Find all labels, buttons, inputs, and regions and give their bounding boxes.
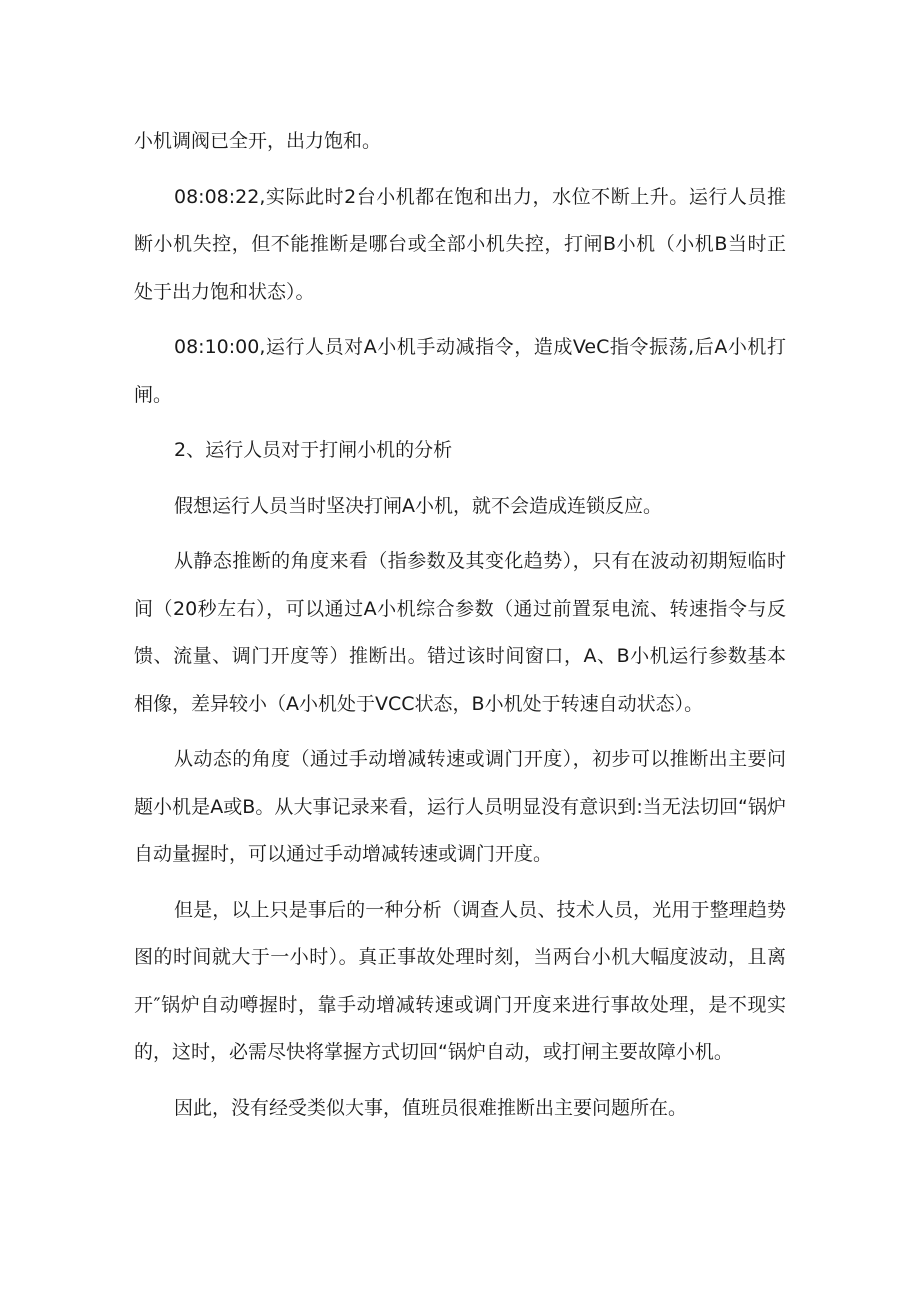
paragraph-continuation: 小机调阀已全开，出力饱和。 <box>134 130 382 152</box>
paragraph-static-analysis: 从静态推断的角度来看（指参数及其变化趋势），只有在波动初期短临时间（20秒左右），可以通过A小机综合参数（通过前置泵电流、转速指令与反馈、流量、调门开度等）推断出。错过该时间窗口，A、B小机运行参数基本相像，差异较小（A小机处于VCC状态，B小机处于转速自动状态）。 <box>134 550 786 715</box>
paragraph-dynamic-analysis: 从动态的角度（通过手动增减转速或调门开度），初步可以推断出主要问题小机是A或B。从大事记录来看，运行人员明显没有意识到:当无法切回“锅炉自动量握时，可以通过手动增减转速或调门开度。 <box>134 748 786 865</box>
paragraph-conclusion: 因此，没有经受类似大事，值班员很难推断出主要问题所在。 <box>174 1096 688 1119</box>
paragraph-timestamp-081000: 08:10:00,运行人员对A小机手动减指令，造成VeC指令振荡,后A小机打闸。 <box>134 336 786 406</box>
paragraph-post-analysis: 但是，以上只是事后的一种分析（调查人员、技术人员，光用于整理趋势图的时间就大于一小时）。真正事故处理时刻，当两台小机大幅度波动，且离开″锅炉自动噂握时，靠手动增减转速或调门开度来进行事故处理，是不现实的，这时，必需尽快将掌握方式切回“锅炉自动，或打闸主要故障小机。 <box>134 898 786 1063</box>
paragraph-hypothesis: 假想运行人员当时坚决打闸A小机，就不会造成连锁反应。 <box>174 494 662 517</box>
document-body <box>134 118 786 1132</box>
paragraph-timestamp-080822: 08:08:22,实际此时2台小机都在饱和出力，水位不断上升。运行人员推断小机失控，但不能推断是哪台或全部小机失控，打闸B小机（小机B当时正处于出力饱和状态）。 <box>134 185 786 303</box>
section-heading: 2、运行人员对于打闸小机的分析 <box>174 439 453 461</box>
